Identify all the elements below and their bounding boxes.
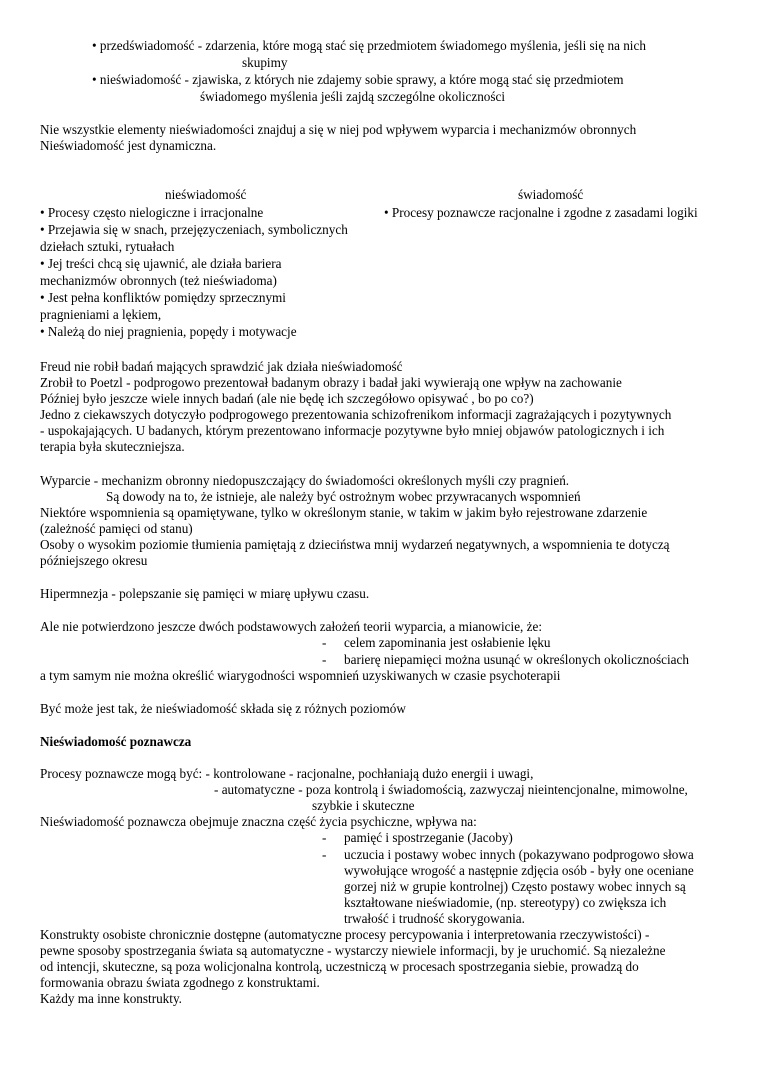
paragraph-line: Być może jest tak, że nieświadomość składa się z różnych poziomów [40, 701, 406, 716]
column-heading-nieswiadomosc: nieświadomość [165, 187, 247, 202]
paragraph-line: (zależność pamięci od stanu) [40, 521, 193, 536]
list-dash: - [322, 635, 327, 650]
comparison-left-line: pragnieniami a lękiem, [40, 307, 162, 322]
paragraph-line: Każdy ma inne konstrukty. [40, 991, 182, 1006]
paragraph-line: Są dowody na to, że istnieje, ale należy być ostrożnym wobec przywracanych wspomnień [106, 489, 581, 504]
list-item-cont: trwałość i trudność skorygowania. [344, 911, 525, 926]
paragraph-line: Nieświadomość poznawcza obejmuje znaczna część życia psychiczne, wpływa na: [40, 814, 477, 829]
paragraph-line: późniejszego okresu [40, 553, 148, 568]
paragraph-line: Nie wszystkie elementy nieświadomości znajduj a się w niej pod wpływem wyparcia i mechanizmów obronnych [40, 122, 637, 137]
comparison-left-line: mechanizmów obronnych (też nieświadoma) [40, 273, 277, 288]
list-item: uczucia i postawy wobec innych (pokazywano podprogowo słowa [344, 847, 694, 862]
paragraph-line: - uspokajających. U badanych, którym prezentowano informacje pozytywne było mniej objawów patologicznych i ich [40, 423, 665, 438]
comparison-right-line: • Procesy poznawcze racjonalne i zgodne z zasadami logiki [384, 205, 698, 220]
comparison-left-line: • Jej treści chcą się ujawnić, ale działa bariera [40, 256, 282, 271]
list-item-cont: gorzej niż w grupie kontrolnej) Często postawy wobec innych są [344, 879, 686, 894]
column-heading-swiadomosc: świadomość [518, 187, 584, 202]
paragraph-line: - automatyczne - poza kontrolą i świadomością, zazwyczaj nieintencjonalne, mimowolne, [214, 782, 688, 797]
bullet-nieswiadomosc-cont: świadomego myślenia jeśli zajdą szczególne okoliczności [200, 89, 506, 104]
paragraph-line: formowania obrazu świata zgodnego z konstruktami. [40, 975, 320, 990]
paragraph-line: szybkie i skuteczne [312, 798, 415, 813]
section-heading: Nieświadomość poznawcza [40, 734, 192, 749]
list-item-cont: wywołujące wrogość a następnie zdjęcia osób - były one oceniane [344, 863, 694, 878]
paragraph-line: od intencji, skuteczne, są poza wolicjonalna kontrolą, uczestniczą w procesach spostrzegania siebie, prowadzą do [40, 959, 639, 974]
comparison-left-line: • Jest pełna konfliktów pomiędzy sprzecznymi [40, 290, 286, 305]
comparison-left-line: dziełach sztuki, rytuałach [40, 239, 175, 254]
paragraph-line: Ale nie potwierdzono jeszcze dwóch podstawowych założeń teorii wyparcia, a mianowicie, że: [40, 619, 543, 634]
comparison-left-line: • Procesy często nielogiczne i irracjonalne [40, 205, 264, 220]
paragraph-line: Konstrukty osobiste chronicznie dostępne (automatyczne procesy percypowania i interpretowania rzeczywistości) - [40, 927, 650, 942]
paragraph-line: pewne sposoby spostrzegania świata są automatyczne - wystarczy niewiele informacji, by je uruchomić. Są niezależne [40, 943, 666, 958]
paragraph-line: a tym samym nie można określić wiarygodności wspomnień uzyskiwanych w czasie psychoterapii [40, 668, 561, 683]
list-item: pamięć i spostrzeganie (Jacoby) [344, 830, 513, 845]
paragraph-line: Osoby o wysokim poziomie tłumienia pamiętają z dzieciństwa mnij wydarzeń negatywnych, a wspomnienia te dotyczą [40, 537, 670, 552]
paragraph-line: Wyparcie - mechanizm obronny niedopuszczający do świadomości określonych myśli czy pragnień. [40, 473, 570, 488]
list-item: barierę niepamięci można usunąć w określonych okolicznościach [344, 652, 689, 667]
list-dash: - [322, 847, 327, 862]
bullet-nieswiadomosc: • nieświadomość - zjawiska, z których nie zdajemy sobie sprawy, a które mogą stać się przedmiotem [92, 72, 624, 87]
paragraph-line: Jedno z ciekawszych dotyczyło podprogowego prezentowania schizofrenikom informacji zagrażających i pozytywnych [40, 407, 672, 422]
bullet-przedswiadomosc-cont: skupimy [242, 55, 288, 70]
paragraph-line: terapia była skuteczniejsza. [40, 439, 185, 454]
list-item-cont: kształtowane nieświadomie, (np. stereotypy) co zwiększa ich [344, 895, 667, 910]
paragraph-line: Nieświadomość jest dynamiczna. [40, 138, 217, 153]
list-dash: - [322, 830, 327, 845]
paragraph-line: Procesy poznawcze mogą być: - kontrolowane - racjonalne, pochłaniają dużo energii i uwagi, [40, 766, 534, 781]
comparison-left-line: • Należą do niej pragnienia, popędy i motywacje [40, 324, 297, 339]
bullet-przedswiadomosc: • przedświadomość - zdarzenia, które mogą stać się przedmiotem świadomego myślenia, jeśli się na nich [92, 38, 646, 53]
paragraph-line: Niektóre wspomnienia są opamiętywane, tylko w określonym stanie, w takim w jakim było rejestrowane zdarzenie [40, 505, 648, 520]
list-item: celem zapominania jest osłabienie lęku [344, 635, 551, 650]
paragraph-line: Zrobił to Poetzl - podprogowo prezentował badanym obrazy i badał jaki wywierają one wpływ na zachowanie [40, 375, 622, 390]
comparison-left-line: • Przejawia się w snach, przejęzyczeniach, symbolicznych [40, 222, 348, 237]
paragraph-line: Hipermnezja - polepszanie się pamięci w miarę upływu czasu. [40, 586, 370, 601]
paragraph-line: Freud nie robił badań mających sprawdzić jak działa nieświadomość [40, 359, 403, 374]
paragraph-line: Później było jeszcze wiele innych badań (ale nie będę ich szczegółowo opisywać , bo po co?) [40, 391, 534, 406]
list-dash: - [322, 652, 327, 667]
